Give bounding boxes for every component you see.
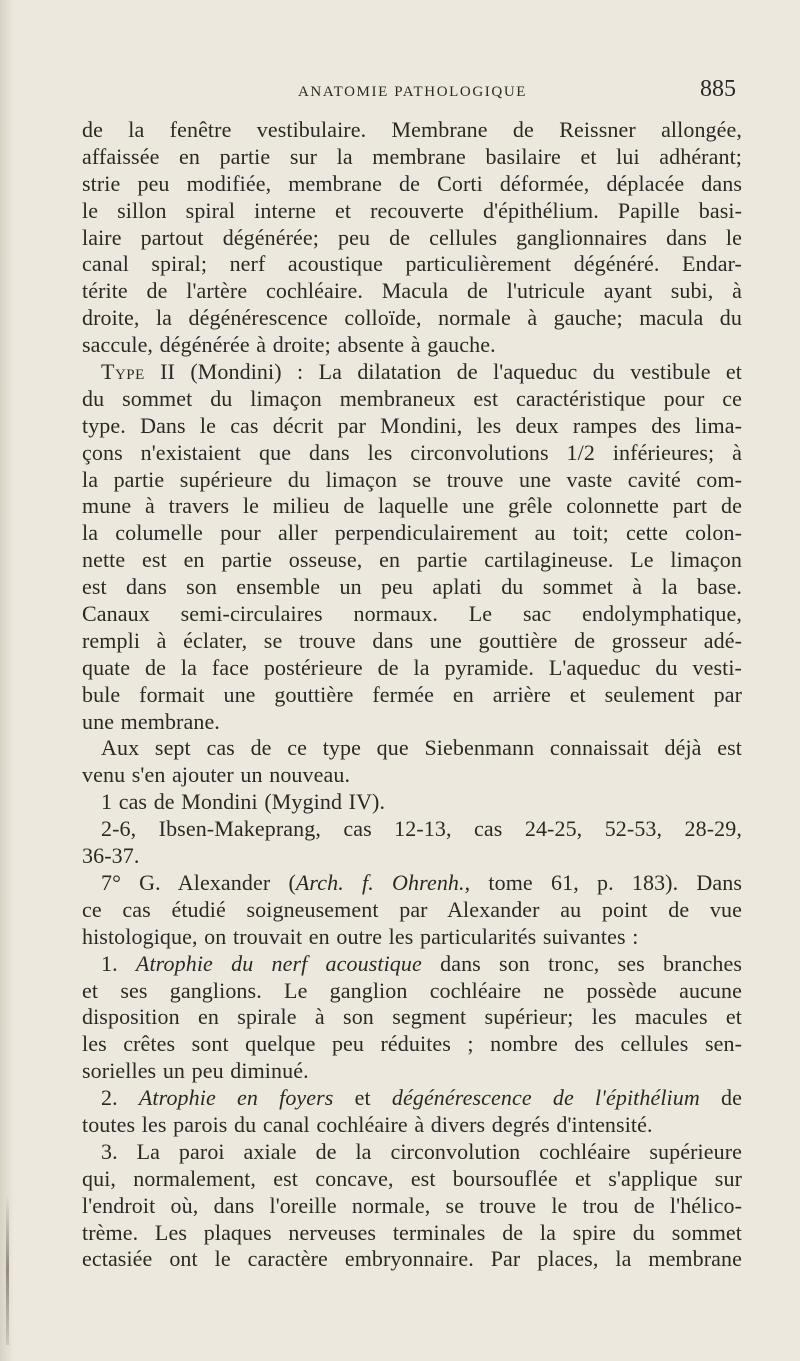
- text-line: ce cas étudié soigneusement par Alexander au point de vue: [82, 896, 742, 922]
- text-line: [82, 359, 742, 386]
- text-fragment: de: [699, 1085, 742, 1111]
- text-line: histologique, on trouvait en outre les particularités suivantes :: [82, 923, 639, 949]
- text-line: 1 cas de Mondini (Mygind IV).: [101, 789, 386, 815]
- text-line: Canaux semi-circulaires normaux. Le sac endolymphatique,: [82, 601, 742, 627]
- text-line: qui, normalement, est concave, est boursouflée et s'applique sur: [82, 1165, 742, 1191]
- binding-shadow: [6, 1195, 9, 1345]
- text-line: [82, 951, 742, 978]
- text-line: Aux sept cas de ce type que Siebenmann connaissait déjà est: [101, 735, 742, 761]
- text-line: canal spiral; nerf acoustique particulièrement dégénéré. Endar-: [82, 251, 742, 277]
- text-line: venu s'en ajouter un nouveau.: [82, 762, 351, 788]
- text-line: affaissée en partie sur la membrane basilaire et lui adhérant;: [82, 143, 742, 169]
- text-line: quate de la face postérieure de la pyramide. L'aqueduc du vesti-: [82, 654, 742, 680]
- text-line: la columelle pour aller perpendiculairement au toit; cette colon-: [82, 520, 742, 546]
- text-line: trème. Les plaques nerveuses terminales de la spire du sommet: [82, 1219, 742, 1245]
- text-line: la partie supérieure du limaçon se trouve une vaste cavité com-: [82, 466, 742, 492]
- text-fragment: 2.: [101, 1085, 139, 1111]
- text-line: disposition en spirale à son segment supérieur; les macules et: [82, 1004, 742, 1030]
- text-line: et ses ganglions. Le ganglion cochléaire ne possède aucune: [82, 977, 742, 1003]
- text-line: une membrane.: [82, 708, 220, 734]
- page-edge-shadow: [0, 0, 14, 1361]
- text-fragment: et: [333, 1085, 392, 1111]
- running-title: ANATOMIE PATHOLOGIQUE: [298, 84, 528, 100]
- text-line: 3. La paroi axiale de la circonvolution cochléaire supérieure: [101, 1138, 742, 1164]
- emphasis-text: Atrophie du nerf acoustique: [135, 950, 422, 976]
- text-line: ectasiée ont le caractère embryonnaire. Par places, la membrane: [82, 1246, 742, 1272]
- text-line: térite de l'artère cochléaire. Macula de l'utricule ayant subi, à: [82, 278, 742, 304]
- text-line: les crêtes sont quelque peu réduites ; nombre des cellules sen-: [82, 1031, 742, 1057]
- text-line: type. Dans le cas décrit par Mondini, les deux rampes des lima-: [82, 412, 742, 438]
- text-line: l'endroit où, dans l'oreille normale, se trouve le trou de l'hélico-: [82, 1192, 742, 1218]
- text-line: 2-6, Ibsen-Makeprang, cas 12-13, cas 24-25, 52-53, 28-29,: [101, 816, 742, 842]
- text-line: bule formait une gouttière fermée en arrière et seulement par: [82, 681, 742, 707]
- text-line: toutes les parois du canal cochléaire à divers degrés d'intensité.: [82, 1111, 653, 1137]
- page-number: 885: [700, 76, 736, 102]
- text-line: çons n'existaient que dans les circonvolutions 1/2 inférieures; à: [82, 439, 742, 465]
- text-fragment: 7° G. Alexander (: [101, 869, 296, 895]
- emphasis-text: dégénérescence de l'épithélium: [391, 1085, 700, 1111]
- body-text: [82, 117, 742, 1273]
- text-line: [82, 1085, 742, 1112]
- text-line: strie peu modifiée, membrane de Corti déformée, déplacée dans: [82, 170, 742, 196]
- text-line: sorielles un peu diminué.: [82, 1058, 309, 1084]
- text-line: nette est en partie osseuse, en partie cartilagineuse. Le limaçon: [82, 547, 742, 573]
- text-line: saccule, dégénérée à droite; absente à gauche.: [82, 332, 496, 358]
- text-line: rempli à éclater, se trouve dans une gouttière de grosseur adé-: [82, 627, 742, 653]
- emphasis-text: Atrophie en foyers: [138, 1085, 334, 1111]
- page-header: [0, 76, 800, 106]
- text-line: le sillon spiral interne et recouverte d'épithélium. Papille basi-: [82, 197, 742, 223]
- text-line: laire partout dégénérée; peu de cellules ganglionnaires dans le: [82, 224, 742, 250]
- text-fragment: 1.: [101, 950, 136, 976]
- text-line: est dans son ensemble un peu aplati du sommet à la base.: [82, 574, 742, 600]
- text-line: droite, la dégénérescence colloïde, normale à gauche; macula du: [82, 305, 742, 331]
- text-line: 36-37.: [82, 843, 140, 869]
- journal-reference: Arch. f. Ohrenh.: [295, 869, 465, 895]
- text-line: du sommet du limaçon membraneux est caractéristique pour ce: [82, 385, 742, 411]
- text-line: mune à travers le milieu de laquelle une grêle colonnette part de: [82, 493, 742, 519]
- text-fragment: , tome 61, p. 183). Dans: [464, 869, 742, 895]
- text-fragment: dans son tronc, ses branches: [421, 950, 742, 976]
- text-fragment: II (Mondini) : La dilatation de l'aqueduc du vestibule et: [144, 359, 742, 385]
- text-line: de la fenêtre vestibulaire. Membrane de Reissner allongée,: [82, 117, 742, 142]
- text-line: [82, 870, 742, 897]
- type-label: Type: [101, 359, 145, 385]
